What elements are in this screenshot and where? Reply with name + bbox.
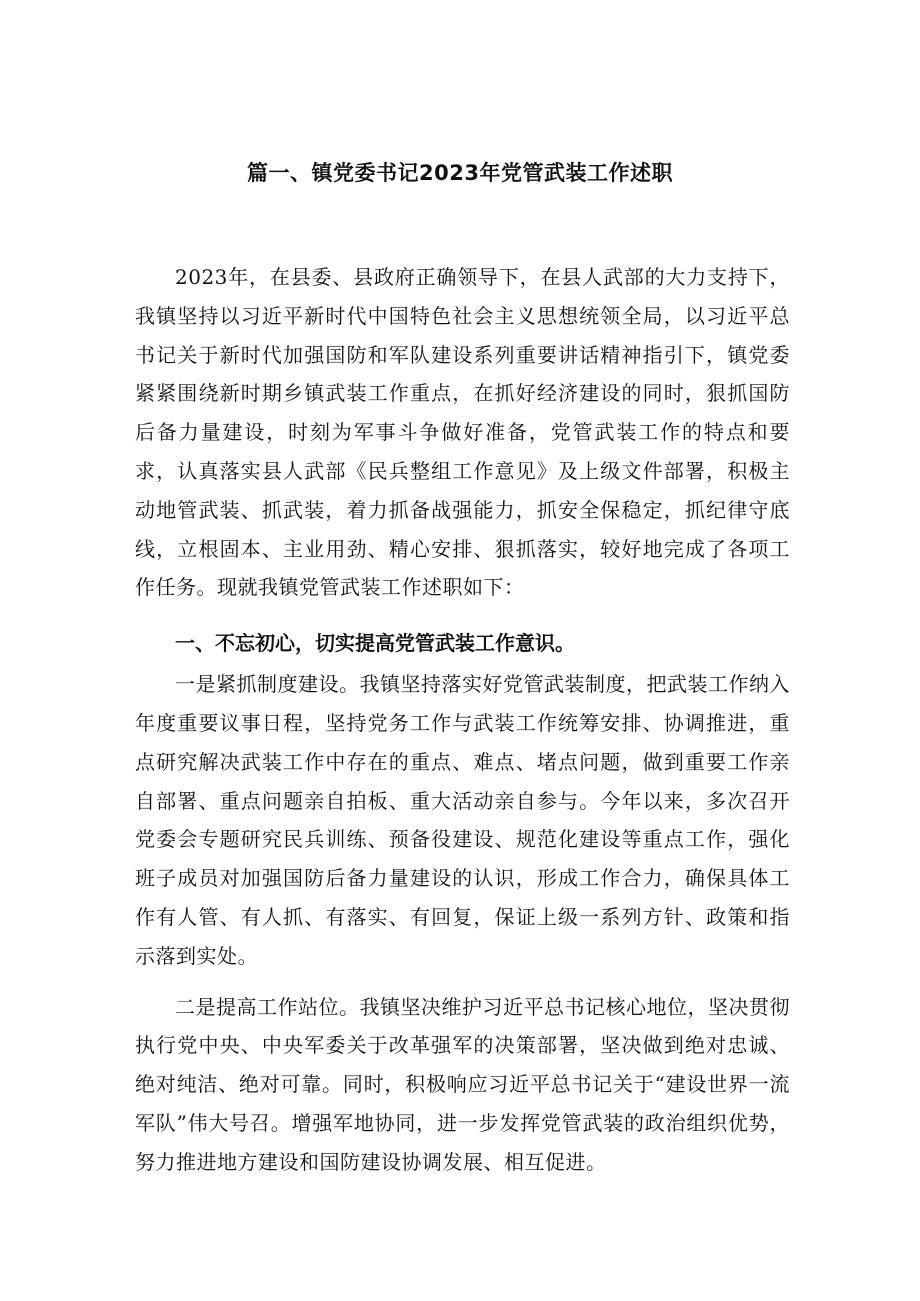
document-title: 篇一、镇党委书记2023年党管武装工作述职 [247,161,673,185]
section-paragraph-1: 一是紧抓制度建设。我镇坚持落实好党管武装制度，把武装工作纳入年度重要议事日程，坚持党务工作与武装工作统筹安排、协调推进，重点研究解决武装工作中存在的重点、难点、堵点问题，做到重要工作亲自部署、重点问题亲自拍板、重大活动亲自参与。今年以来，多次召开党委会专题研究民兵训练、预备役建设、规范化建设等重点工作，强化班子成员对加强国防后备力量建设的认识，形成工作合力，确保具体工作有人管、有人抓、有落实、有回复，保证上级一系列方针、政策和指示落到实处。 [135,672,790,968]
paragraph-gap [135,976,790,988]
section-heading: 一、不忘初心，切实提高党管武装工作意识。 [175,631,575,656]
paragraph-gap [135,607,790,619]
document-body [135,258,790,1182]
intro-paragraph: 2023年，在县委、县政府正确领导下，在县人武部的大力支持下，我镇坚持以习近平新时代中国特色社会主义思想统领全局，以习近平总书记关于新时代加强国防和军队建设系列重要讲话精神指引下，镇党委紧紧围绕新时期乡镇武装工作重点，在抓好经济建设的同时，狠抓国防后备力量建设，时刻为军事斗争做好准备，党管武装工作的特点和要求，认真落实县人武部《民兵整组工作意见》及上级文件部署，积极主动地管武装、抓武装，着力抓备战强能力，抓安全保稳定，抓纪律守底线，立根固本、主业用劲、精心安排、狠抓落实，较好地完成了各项工作任务。现就我镇党管武装工作述职如下： [135,265,790,600]
section-paragraph-2: 二是提高工作站位。我镇坚决维护习近平总书记核心地位，坚决贯彻执行党中央、中央军委关于改革强军的决策部署，坚决做到绝对忠诚、绝对纯洁、绝对可靠。同时，积极响应习近平总书记关于“建设世界一流军队”伟大号召。增强军地协同，进一步发挥党管武装的政治组织优势，努力推进地方建设和国防建设协调发展、相互促进。 [135,994,790,1174]
